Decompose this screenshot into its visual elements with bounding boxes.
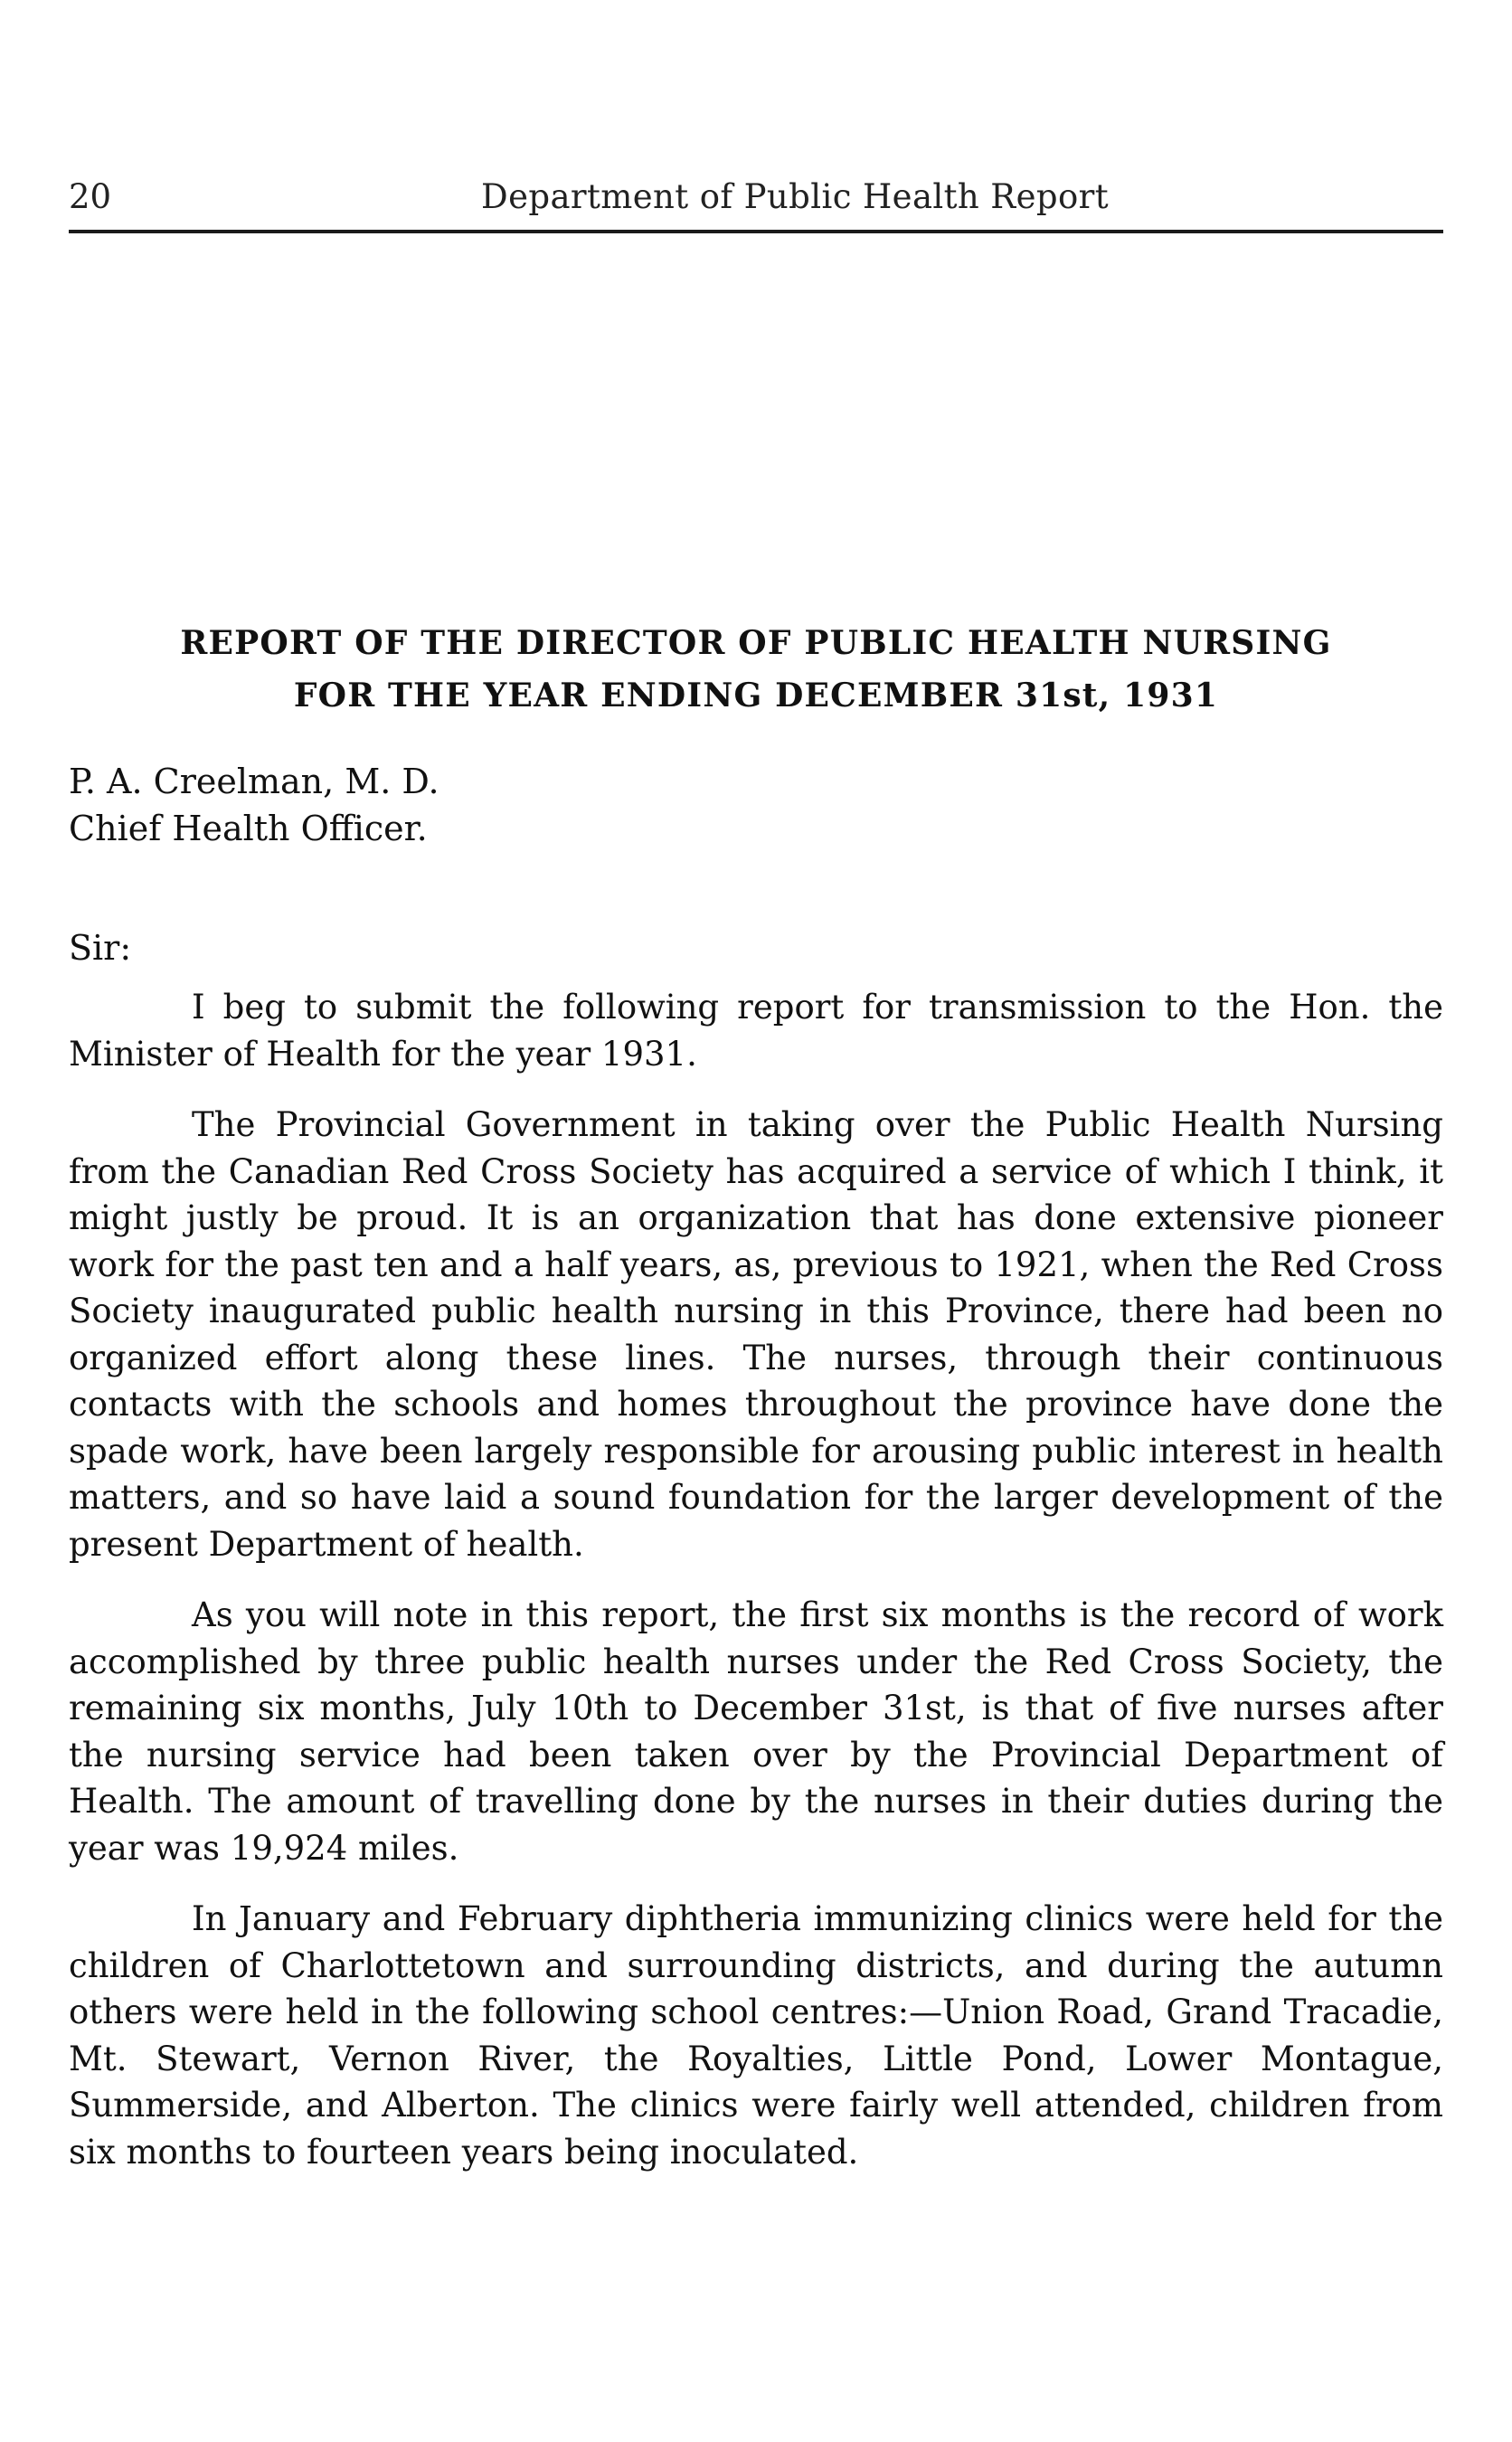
addressee-block [69, 758, 439, 852]
running-header [69, 170, 1443, 224]
paragraph-provincial-government: The Provincial Government in taking over the Public Health Nursing from the Canadian Red Cross Society has acquired a service of which I think, it might justly be proud. It is an organization that has done extensive pioneer work for the past ten and a half years, as, previous to 1921, when the Red Cross Society inaugurated public health nursing in this Province, there had been no organized effort along these lines. The nurses, through their continuous contacts with the schools and homes throughout the province have done the spade work, have been largely responsible for arousing public interest in health matters, and so have laid a sound foundation for the larger development of the present Department of health. [69, 1105, 1443, 1564]
page-number: 20 [69, 177, 112, 216]
report-title [69, 617, 1443, 722]
paragraph-immunizing-clinics: In January and February diphtheria immunizing clinics were held for the children of Charlottetown and surrounding districts, and during the autumn others were held in the following school centres:—Union Road, Grand Tracadie, Mt. Stewart, Vernon River, the Royalties, Little Pond, Lower Montague, Summerside, and Alberton. The clinics were fairly well attended, children from six months to fourteen years being inoculated. [69, 1899, 1443, 2172]
paragraph-transmission: I beg to submit the following report for transmission to the Hon. the Minister of Health for the year 1931. [69, 988, 1443, 1074]
report-title-line-1: REPORT OF THE DIRECTOR OF PUBLIC HEALTH NURSING [180, 624, 1332, 662]
paragraph-work-record: As you will note in this report, the first six months is the record of work accomplished by three public health nurses under the Red Cross Society, the remaining six months, July 10th to December 31st, is that of five nurses after the nursing service had been taken over by the Provincial Department of Health. The amount of travelling done by the nurses in their duties during the year was 19,924 miles. [69, 1595, 1443, 1868]
header-rule [69, 230, 1443, 233]
running-title: Department of Public Health Report [481, 177, 1109, 216]
report-title-line-2: FOR THE YEAR ENDING DECEMBER 31st, 1931 [293, 677, 1219, 715]
addressee-position: Chief Health Officer. [69, 809, 428, 848]
salutation: Sir: [69, 928, 132, 968]
addressee-name: P. A. Creelman, M. D. [69, 762, 439, 801]
report-body [69, 984, 1443, 2200]
